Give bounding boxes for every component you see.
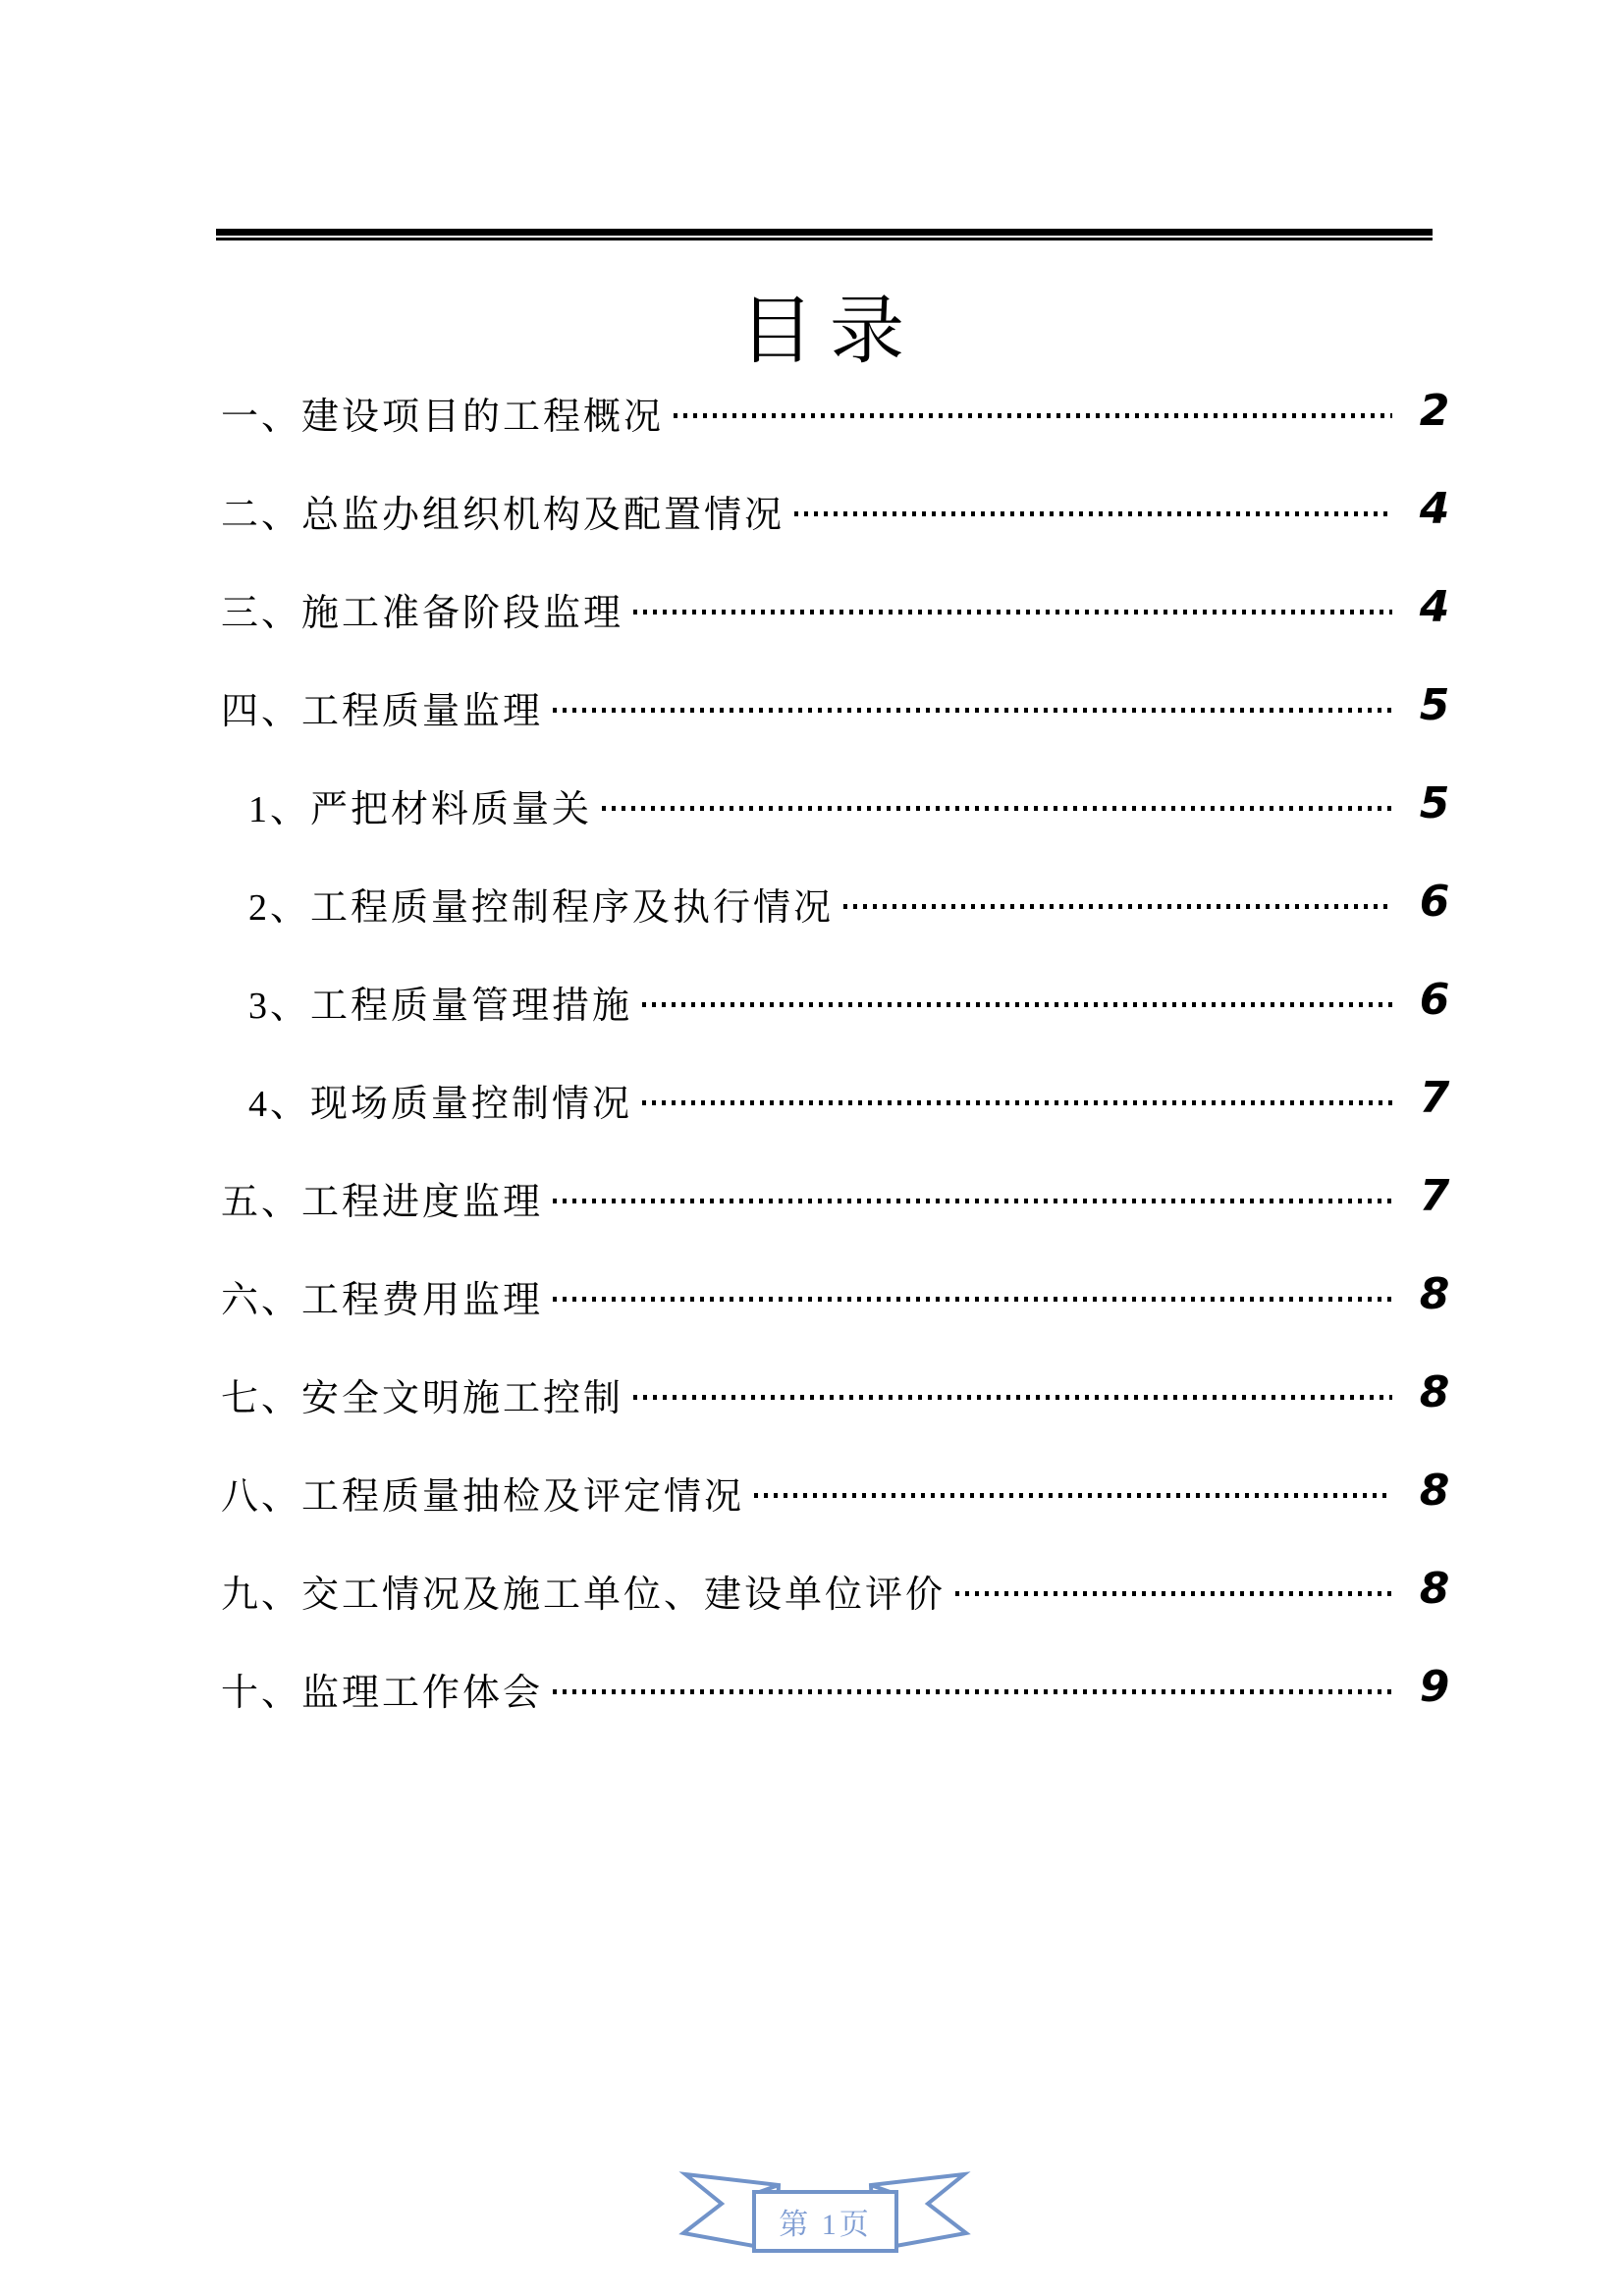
toc-entry-sub[interactable] — [221, 952, 1463, 1050]
toc-page-number: 8 — [1419, 1563, 1450, 1614]
toc-page-number: 5 — [1419, 777, 1450, 828]
toc-entry[interactable] — [221, 1345, 1463, 1443]
page-number-badge: 第 1页 — [779, 2209, 872, 2241]
rule-thick-line — [216, 229, 1433, 236]
toc-dot-leader — [633, 610, 1392, 614]
toc-dot-leader — [553, 1199, 1392, 1203]
toc-dot-leader — [642, 1100, 1392, 1105]
toc-entry-label: 七、安全文明施工控制 — [221, 1377, 624, 1419]
toc-entry-label: 二、总监办组织机构及配置情况 — [221, 494, 785, 536]
toc-entry-label: 九、交工情况及施工单位、建设单位评价 — [221, 1574, 947, 1616]
toc-entry[interactable] — [221, 560, 1463, 658]
toc-dot-leader — [794, 511, 1392, 516]
toc-list — [221, 363, 1463, 1737]
toc-entry-label: 1、严把材料质量关 — [248, 788, 593, 830]
toc-page-number: 7 — [1419, 1170, 1450, 1221]
toc-entry-label: 五、工程进度监理 — [221, 1181, 544, 1223]
toc-entry-label: 四、工程质量监理 — [221, 690, 544, 732]
toc-entry-label: 六、工程费用监理 — [221, 1279, 544, 1321]
toc-entry-label: 2、工程质量控制程序及执行情况 — [248, 886, 835, 929]
toc-entry[interactable] — [221, 363, 1463, 461]
toc-page-number: 2 — [1419, 385, 1450, 436]
toc-page-number: 4 — [1419, 483, 1450, 534]
toc-dot-leader — [674, 413, 1392, 418]
toc-dot-leader — [754, 1493, 1392, 1498]
toc-entry[interactable] — [221, 658, 1463, 756]
toc-entry[interactable] — [221, 1443, 1463, 1541]
toc-dot-leader — [553, 1297, 1392, 1302]
toc-page-number: 4 — [1419, 581, 1450, 632]
toc-entry[interactable] — [221, 461, 1463, 560]
toc-entry-label: 八、工程质量抽检及评定情况 — [221, 1475, 745, 1518]
toc-dot-leader — [955, 1591, 1392, 1596]
header-double-rule — [216, 229, 1433, 241]
toc-dot-leader — [553, 708, 1392, 713]
toc-entry[interactable] — [221, 1247, 1463, 1345]
toc-page-number: 5 — [1419, 679, 1450, 730]
toc-page-number: 8 — [1419, 1268, 1450, 1319]
toc-page-number: 6 — [1419, 876, 1450, 927]
page-title: 目录 — [739, 291, 920, 373]
toc-page-number: 8 — [1419, 1465, 1450, 1516]
toc-page-number: 7 — [1419, 1072, 1450, 1123]
toc-entry-label: 三、施工准备阶段监理 — [221, 592, 624, 634]
toc-dot-leader — [553, 1689, 1392, 1694]
toc-entry-sub[interactable] — [221, 756, 1463, 854]
toc-dot-leader — [642, 1002, 1392, 1007]
toc-entry[interactable] — [221, 1639, 1463, 1737]
toc-page-number: 6 — [1419, 974, 1450, 1025]
toc-entry-sub[interactable] — [221, 1050, 1463, 1148]
toc-entry-label: 十、监理工作体会 — [221, 1672, 544, 1714]
rule-thin-line — [216, 238, 1433, 240]
page-number-ribbon — [668, 2155, 982, 2282]
toc-page-number: 8 — [1419, 1366, 1450, 1417]
toc-page-number: 9 — [1419, 1661, 1450, 1712]
toc-dot-leader — [843, 904, 1392, 909]
toc-dot-leader — [633, 1395, 1392, 1400]
toc-entry-sub[interactable] — [221, 854, 1463, 952]
toc-entry-label: 一、建设项目的工程概况 — [221, 396, 665, 438]
toc-entry[interactable] — [221, 1148, 1463, 1247]
toc-entry[interactable] — [221, 1541, 1463, 1639]
toc-dot-leader — [602, 806, 1392, 811]
toc-entry-label: 4、现场质量控制情况 — [248, 1083, 633, 1125]
toc-entry-label: 3、工程质量管理措施 — [248, 985, 633, 1027]
